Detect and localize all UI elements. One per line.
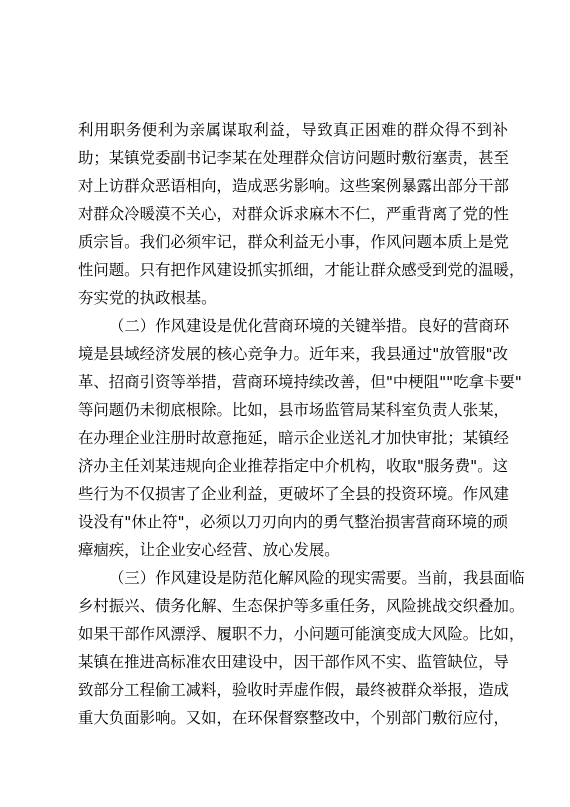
text-line-18: 乡村振兴、债务化解、生态保护等多重任务，风险挑战交织叠加。 — [78, 597, 525, 615]
text-line-9: 境是县域经济发展的核心竞争力。近年来，我县通过"放管服"改 — [78, 345, 508, 363]
text-line-4: 对群众冷暖漠不关心，对群众诉求麻木不仁，严重背离了党的性 — [78, 205, 509, 223]
text-line-7: 夯实党的执政根基。 — [78, 289, 217, 307]
text-line-16: 瘴痼疾，让企业安心经营、放心发展。 — [78, 541, 340, 559]
text-line-5: 质宗旨。我们必须牢记，群众利益无小事，作风问题本质上是党 — [78, 233, 509, 251]
text-line-21: 致部分工程偷工减料，验收时弄虚作假，最终被群众举报，造成 — [78, 681, 509, 699]
section-2-heading-line: （二）作风建设是优化营商环境的关键举措。良好的营商环 — [109, 317, 510, 335]
text-line-15: 设没有"休止符"，必须以刀刃向内的勇气整治损害营商环境的顽 — [78, 513, 508, 531]
text-line-19: 如果干部作风漂浮、履职不力，小问题可能演变成大风险。比如， — [78, 625, 525, 643]
text-line-3: 对上访群众恶语相向，造成恶劣影响。这些案例暴露出部分干部 — [78, 177, 509, 195]
text-line-14: 些行为不仅损害了企业利益，更破坏了全县的投资环境。作风建 — [78, 485, 509, 503]
text-line-1: 利用职务便利为亲属谋取利益，导致真正困难的群众得不到补 — [78, 121, 508, 139]
text-line-11: 等问题仍未彻底根除。比如，县市场监管局某科室负责人张某， — [78, 401, 509, 419]
text-line-12: 在办理企业注册时故意拖延，暗示企业送礼才加快审批；某镇经 — [78, 429, 509, 447]
text-line-10: 革、招商引资等举措，营商环境持续改善，但"中梗阻""吃拿卡要" — [78, 373, 522, 391]
text-line-20: 某镇在推进高标准农田建设中，因干部作风不实、监管缺位，导 — [78, 653, 509, 671]
text-line-13: 济办主任刘某违规向企业推荐指定中介机构，收取"服务费"。这 — [78, 457, 508, 475]
text-line-2: 助；某镇党委副书记李某在处理群众信访问题时敷衍塞责，甚至 — [78, 149, 509, 167]
body-text — [78, 116, 525, 732]
text-line-22: 重大负面影响。又如，在环保督察整改中，个别部门敷衍应付， — [78, 709, 509, 727]
section-3-heading-line: （三）作风建设是防范化解风险的现实需要。当前，我县面临 — [109, 569, 525, 587]
text-line-6: 性问题。只有把作风建设抓实抓细，才能让群众感受到党的温暖， — [78, 261, 525, 279]
